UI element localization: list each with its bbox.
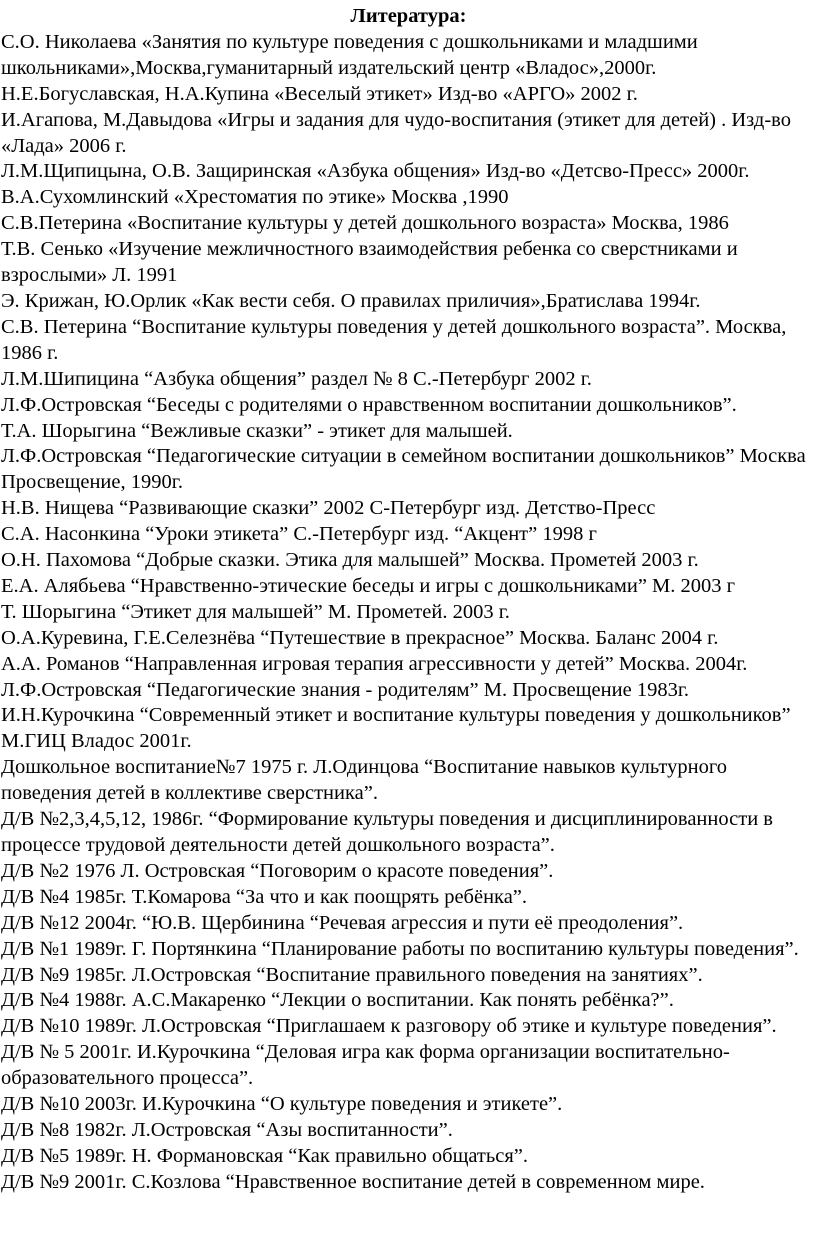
reference-item: Л.М.Шипицина “Азбука общения” раздел № 8 С.-Петербург 2002 г. [1, 367, 592, 390]
reference-item: Д/В №4 1985г. Т.Комарова “За что и как поощрять ребёнка”. [1, 885, 528, 908]
reference-item: О.А.Куревина, Г.Е.Селезнёва “Путешествие в прекрасное” Москва. Баланс 2004 г. [1, 626, 719, 649]
reference-item: Л.Ф.Островская “Педагогические ситуации в семейном воспитании дошкольников” Москва Просвещение, 1990г. [1, 445, 806, 494]
reference-item: Н.Е.Богуславская, Н.А.Купина «Веселый этикет» Изд-во «АРГО» 2002 г. [1, 82, 638, 105]
reference-list [1, 30, 816, 1196]
reference-item: Л.Ф.Островская “Беседы с родителями о нравственном воспитании дошкольников”. [1, 393, 737, 416]
reference-item: Д/В №10 2003г. И.Курочкина “О культуре поведения и этикете”. [1, 1093, 563, 1116]
reference-item: Дошкольное воспитание№7 1975 г. Л.Одинцова “Воспитание навыков культурного поведения детей в коллективе сверстника”. [1, 756, 727, 805]
reference-item: С.А. Насонкина “Уроки этикета” С.-Петербург изд. “Акцент” 1998 г [1, 523, 597, 546]
reference-item: С.В.Петерина «Воспитание культуры у детей дошкольного возраста» Москва, 1986 [1, 212, 729, 235]
reference-item: Л.Ф.Островская “Педагогические знания - родителям” М. Просвещение 1983г. [1, 678, 690, 701]
reference-item: Д/В №2 1976 Л. Островская “Поговорим о красоте поведения”. [1, 859, 554, 882]
reference-item: Д/В № 5 2001г. И.Курочкина “Деловая игра как форма организации воспитательно-образовательного процесса”. [1, 1041, 730, 1090]
reference-item: Д/В №10 1989г. Л.Островская “Приглашаем к разговору об этике и культуре поведения”. [1, 1015, 777, 1038]
reference-item: Л.М.Щипицына, О.В. Защиринская «Азбука общения» Изд-во «Детсво-Пресс» 2000г. [1, 160, 750, 183]
reference-item: Т.В. Сенько «Изучение межличностного взаимодействия ребенка со сверстниками и взрослыми» Л. 1991 [1, 238, 738, 287]
reference-item: О.Н. Пахомова “Добрые сказки. Этика для малышей” Москва. Прометей 2003 г. [1, 549, 699, 572]
reference-item: Т. Шорыгина “Этикет для малышей” М. Прометей. 2003 г. [1, 600, 510, 623]
reference-item: Д/В №12 2004г. “Ю.В. Щербинина “Речевая агрессия и пути её преодоления”. [1, 911, 684, 934]
reference-item: Е.А. Алябьева “Нравственно-этические беседы и игры с дошкольниками” М. 2003 г [1, 574, 736, 597]
reference-item: А.А. Романов “Направленная игровая терапия агрессивности у детей” Москва. 2004г. [1, 652, 748, 675]
reference-item: И.Н.Курочкина “Современный этикет и воспитание культуры поведения у дошкольников” М.ГИЦ Владос 2001г. [1, 704, 791, 753]
reference-item: Н.В. Нищева “Развивающие сказки” 2002 С-Петербург изд. Детство-Пресс [1, 497, 656, 520]
reference-item: С.О. Николаева «Занятия по культуре поведения с дошкольниками и младшими школьниками»,Москва,гуманитарный издательский центр «Владос»,2000г. [1, 30, 698, 79]
reference-item: Д/В №9 1985г. Л.Островская “Воспитание правильного поведения на занятиях”. [1, 963, 703, 986]
reference-item: Д/В №2,3,4,5,12, 1986г. “Формирование культуры поведения и дисциплинированности в процессе трудовой деятельности детей дошкольного возраста”. [1, 808, 773, 856]
reference-item: С.В. Петерина “Воспитание культуры поведения у детей дошкольного возраста”. Москва, 1986 г. [1, 315, 787, 364]
reference-item: Т.А. Шорыгина “Вежливые сказки” - этикет для малышей. [1, 419, 513, 442]
reference-item: Д/В №1 1989г. Г. Портянкина “Планирование работы по воспитанию культуры поведения”. [1, 937, 799, 960]
reference-item: Д/В №5 1989г. Н. Формановская “Как правильно общаться”. [1, 1144, 528, 1167]
reference-item: Д/В №8 1982г. Л.Островская “Азы воспитанности”. [1, 1118, 453, 1141]
reference-item: Д/В №4 1988г. А.С.Макаренко “Лекции о воспитании. Как понять ребёнка?”. [1, 989, 674, 1012]
reference-item: Д/В №9 2001г. С.Козлова “Нравственное воспитание детей в современном мире. [1, 1170, 705, 1193]
reference-item: В.А.Сухомлинский «Хрестоматия по этике» Москва ,1990 [1, 186, 509, 209]
reference-item: Э. Крижан, Ю.Орлик «Как вести себя. О правилах приличия»,Братислава 1994г. [1, 289, 701, 312]
reference-item: И.Агапова, М.Давыдова «Игры и задания для чудо-воспитания (этикет для детей) . Изд-во «Лада» 2006 г. [1, 108, 791, 157]
page-title: Литература: [350, 5, 467, 27]
